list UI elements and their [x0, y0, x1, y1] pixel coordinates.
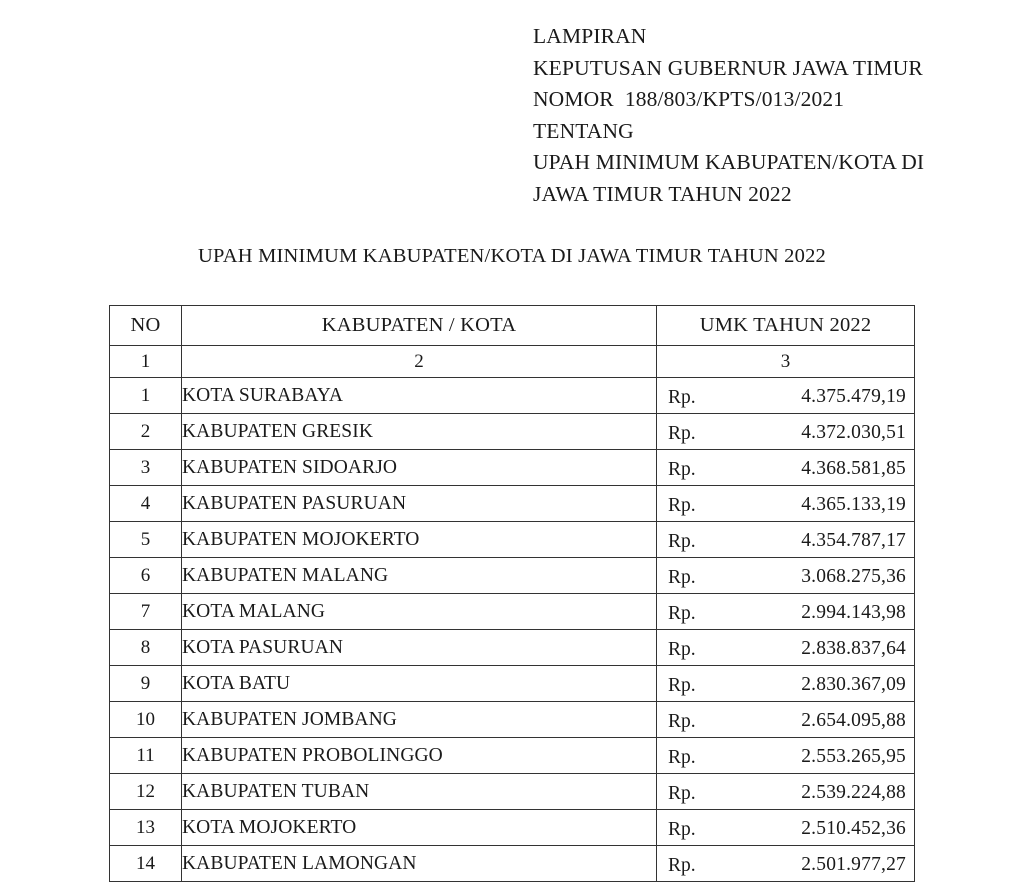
row-umk-cell	[657, 846, 915, 882]
table-row	[110, 414, 915, 450]
row-number: 7	[110, 594, 182, 630]
umk-amount: 4.365.133,19	[801, 494, 906, 515]
row-number: 14	[110, 846, 182, 882]
currency-label: Rp.	[668, 531, 696, 552]
row-region-name: KOTA MALANG	[182, 594, 657, 630]
row-umk-cell	[657, 774, 915, 810]
row-umk-cell	[657, 414, 915, 450]
currency-label: Rp.	[668, 711, 696, 732]
row-region-name: KABUPATEN MOJOKERTO	[182, 522, 657, 558]
currency-label: Rp.	[668, 675, 696, 696]
currency-label: Rp.	[668, 783, 696, 804]
umk-value-wrapper	[657, 558, 914, 593]
table-row	[110, 666, 915, 702]
column-header-no: NO	[110, 306, 182, 346]
umk-value-wrapper	[657, 378, 914, 413]
header-line-nomor: NOMOR 188/803/KPTS/013/2021	[533, 87, 845, 111]
umk-value-wrapper	[657, 738, 914, 773]
umk-amount: 2.553.265,95	[801, 746, 906, 767]
umk-table-container	[109, 305, 914, 882]
currency-label: Rp.	[668, 387, 696, 408]
row-number: 1	[110, 378, 182, 414]
umk-value-wrapper	[657, 846, 914, 881]
column-number-3: 3	[657, 346, 915, 378]
table-row	[110, 594, 915, 630]
row-region-name: KOTA BATU	[182, 666, 657, 702]
header-line-lampiran: LAMPIRAN	[533, 24, 647, 48]
table-row	[110, 378, 915, 414]
header-line-subject-1: UPAH MINIMUM KABUPATEN/KOTA DI	[533, 150, 925, 174]
currency-label: Rp.	[668, 639, 696, 660]
row-number: 3	[110, 450, 182, 486]
table-row	[110, 450, 915, 486]
umk-amount: 3.068.275,36	[801, 566, 906, 587]
row-region-name: KABUPATEN JOMBANG	[182, 702, 657, 738]
row-umk-cell	[657, 630, 915, 666]
row-umk-cell	[657, 702, 915, 738]
row-number: 9	[110, 666, 182, 702]
row-region-name: KABUPATEN PROBOLINGGO	[182, 738, 657, 774]
row-number: 13	[110, 810, 182, 846]
row-region-name: KABUPATEN SIDOARJO	[182, 450, 657, 486]
umk-amount: 4.368.581,85	[801, 458, 906, 479]
umk-value-wrapper	[657, 414, 914, 449]
table-row	[110, 522, 915, 558]
umk-amount: 2.510.452,36	[801, 818, 906, 839]
row-number: 5	[110, 522, 182, 558]
row-region-name: KOTA MOJOKERTO	[182, 810, 657, 846]
umk-amount: 4.372.030,51	[801, 422, 906, 443]
row-number: 8	[110, 630, 182, 666]
umk-amount: 2.830.367,09	[801, 674, 906, 695]
umk-amount: 4.375.479,19	[801, 386, 906, 407]
row-umk-cell	[657, 666, 915, 702]
umk-value-wrapper	[657, 666, 914, 701]
umk-value-wrapper	[657, 594, 914, 629]
row-region-name: KABUPATEN LAMONGAN	[182, 846, 657, 882]
umk-amount: 2.501.977,27	[801, 854, 906, 875]
column-header-name: KABUPATEN / KOTA	[182, 306, 657, 346]
table-row	[110, 774, 915, 810]
header-line-tentang: TENTANG	[533, 118, 634, 143]
header-line-subject-2: JAWA TIMUR TAHUN 2022	[533, 181, 792, 206]
table-head	[110, 306, 915, 378]
currency-label: Rp.	[668, 495, 696, 516]
umk-table	[109, 305, 915, 882]
document-header-block	[533, 21, 993, 210]
umk-value-wrapper	[657, 522, 914, 557]
row-number: 6	[110, 558, 182, 594]
umk-amount: 4.354.787,17	[801, 530, 906, 551]
umk-amount: 2.838.837,64	[801, 638, 906, 659]
row-region-name: KABUPATEN PASURUAN	[182, 486, 657, 522]
row-umk-cell	[657, 450, 915, 486]
row-number: 11	[110, 738, 182, 774]
row-region-name: KABUPATEN TUBAN	[182, 774, 657, 810]
row-number: 4	[110, 486, 182, 522]
row-number: 12	[110, 774, 182, 810]
umk-value-wrapper	[657, 810, 914, 845]
row-umk-cell	[657, 558, 915, 594]
table-body	[110, 378, 915, 882]
row-umk-cell	[657, 594, 915, 630]
row-region-name: KOTA SURABAYA	[182, 378, 657, 414]
page-title: UPAH MINIMUM KABUPATEN/KOTA DI JAWA TIMUR TAHUN 2022	[198, 245, 826, 267]
column-header-umk: UMK TAHUN 2022	[657, 306, 915, 346]
currency-label: Rp.	[668, 423, 696, 444]
row-region-name: KABUPATEN MALANG	[182, 558, 657, 594]
row-umk-cell	[657, 522, 915, 558]
table-column-number-row	[110, 346, 915, 378]
umk-amount: 2.654.095,88	[801, 710, 906, 731]
row-region-name: KABUPATEN GRESIK	[182, 414, 657, 450]
row-number: 2	[110, 414, 182, 450]
currency-label: Rp.	[668, 855, 696, 876]
currency-label: Rp.	[668, 459, 696, 480]
row-number: 10	[110, 702, 182, 738]
row-umk-cell	[657, 378, 915, 414]
table-row	[110, 810, 915, 846]
currency-label: Rp.	[668, 567, 696, 588]
currency-label: Rp.	[668, 747, 696, 768]
table-row	[110, 486, 915, 522]
table-row	[110, 846, 915, 882]
umk-value-wrapper	[657, 630, 914, 665]
currency-label: Rp.	[668, 603, 696, 624]
column-number-2: 2	[182, 346, 657, 378]
row-region-name: KOTA PASURUAN	[182, 630, 657, 666]
row-umk-cell	[657, 738, 915, 774]
umk-amount: 2.994.143,98	[801, 602, 906, 623]
table-row	[110, 630, 915, 666]
umk-amount: 2.539.224,88	[801, 782, 906, 803]
column-number-1: 1	[110, 346, 182, 378]
umk-value-wrapper	[657, 702, 914, 737]
umk-value-wrapper	[657, 486, 914, 521]
header-line-keputusan: KEPUTUSAN GUBERNUR JAWA TIMUR	[533, 55, 923, 80]
table-row	[110, 558, 915, 594]
table-row	[110, 738, 915, 774]
umk-value-wrapper	[657, 774, 914, 809]
table-header-row	[110, 306, 915, 346]
row-umk-cell	[657, 486, 915, 522]
umk-value-wrapper	[657, 450, 914, 485]
row-umk-cell	[657, 810, 915, 846]
table-row	[110, 702, 915, 738]
currency-label: Rp.	[668, 819, 696, 840]
